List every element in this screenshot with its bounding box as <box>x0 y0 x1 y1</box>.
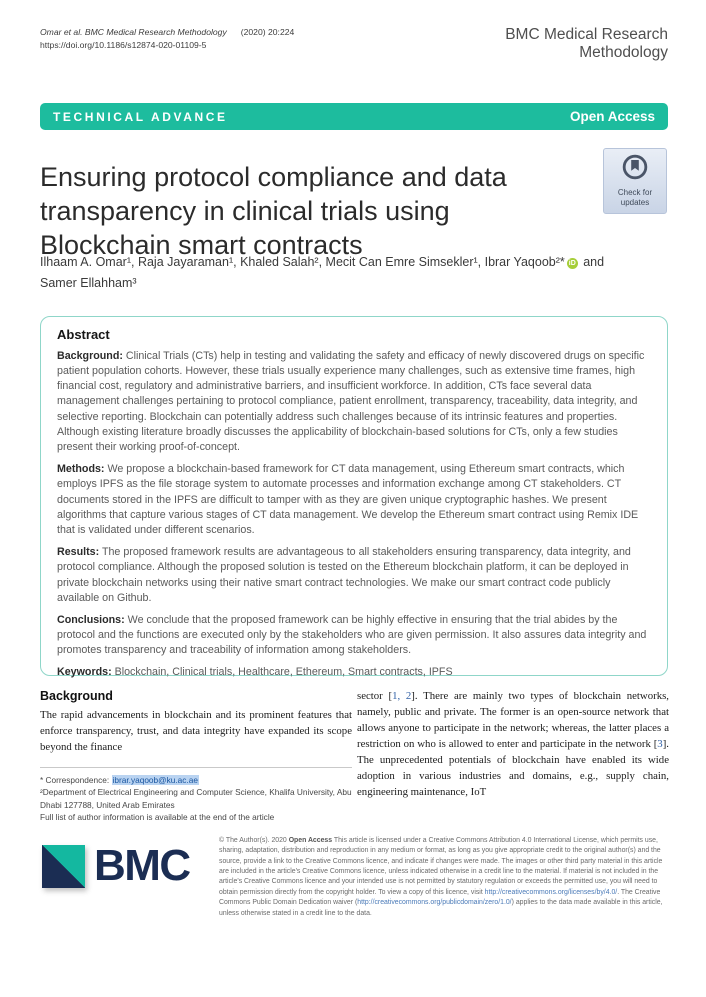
author-info-note: Full list of author information is available at the end of the article <box>40 812 275 823</box>
abstract-heading: Abstract <box>57 327 110 342</box>
check-updates-label-line1: Check for <box>617 188 653 197</box>
correspondence-line <box>40 774 352 786</box>
bmc-logo-icon <box>42 845 85 888</box>
abstract-methods-label: Methods: <box>57 463 105 476</box>
abstract-conclusions-text: We conclude that the proposed framework can be highly effective in ensuring that the trial abides by the protocol and the functions are executed only by the stakeholders who are given permission. It also assures data integrity and promotes transparency and traceability of information among stakeholders. <box>57 613 647 657</box>
citation-block <box>40 26 294 63</box>
citation-volume: (2020) 20:224 <box>240 27 295 37</box>
orcid-icon[interactable]: iD <box>568 260 576 267</box>
body-paragraph-right <box>357 689 669 801</box>
affiliation-line: ²Department of Electrical Engineering and Computer Science, Khalifa University, Abu Dhabi 127788, United Arab Emirates <box>40 787 352 810</box>
abstract-keywords-label: Keywords: <box>57 666 112 679</box>
authors-and: and <box>579 255 605 269</box>
abstract-keywords-text: Blockchain, Clinical trials, Healthcare, Ethereum, Smart contracts, IPFS <box>111 666 453 679</box>
author-list <box>40 252 660 293</box>
license-link[interactable]: http://creativecommons.org/licenses/by/4.0/ <box>484 888 618 896</box>
check-updates-icon <box>622 154 648 185</box>
abstract-background-text: Clinical Trials (CTs) help in testing and validating the safety and efficacy of newly discovered drugs on specific patient population cohorts. However, these trials usually experience many challenges, such as extensive time frames, high financial cost, regulatory and administrative barriers, and insufficient workforce. In addition, CTs face several data management challenges pertaining to protocol compliance, patient enrollment, transparency, traceability, data integrity, and selective reporting. Blockchain can potentially address such challenges because of its intrinsic features and properties. Although existing literature broadly discusses the applicability of blockchain-based solutions for CTs, only a few studies present their working proof-of-concept. <box>57 349 645 454</box>
abstract-conclusions-label: Conclusions: <box>57 613 125 626</box>
check-updates-label-line2: updates <box>620 198 650 207</box>
bmc-logo-text: BMC <box>94 841 190 890</box>
page-header <box>40 26 668 63</box>
body-right-pre: sector [ <box>357 690 393 702</box>
citation-text: Omar et al. BMC Medical Research Methodology <box>40 27 227 37</box>
article-type-label: TECHNICAL ADVANCE <box>53 109 228 124</box>
abstract-conclusions <box>57 613 651 659</box>
footnote-divider <box>40 767 352 768</box>
abstract-results <box>57 545 651 606</box>
page-title: Ensuring protocol compliance and data transparency in clinical trials using Blockchain smart contracts <box>40 162 507 261</box>
correspondence-label: * Correspondence: <box>40 775 112 785</box>
reference-link-3[interactable]: 3 <box>657 737 663 750</box>
copyright-post: ) applies to the data made available in this article, unless otherwise stated in a credit line to the data. <box>219 899 663 917</box>
authors-text: Ilhaam A. Omar¹, Raja Jayaraman¹, Khaled Salah², Mecit Can Emre Simsekler¹, Ibrar Yaqoob²* <box>40 255 565 269</box>
abstract-results-text: The proposed framework results are advantageous to all stakeholders ensuring transparency, data integrity, and protocol compliance. Although the proposed solution is tested on the Ethereum blockchain platform, it can be deployed in private blockchain networks using their native smart contract technologies. We make our smart contract code publicly available on Github. <box>57 546 631 604</box>
abstract-methods-text: We propose a blockchain-based framework for CT data management, using Ethereum smart contracts, which employs IPFS as the file storage system to automate processes and information exchange among CT stakeholders. CT documents stored in the IPFS are difficult to tamper with as they are given unique cryptographic hashes. We present algorithms that capture various stages of CT data management. We develop the Ethereum smart contract using Remix IDE that is validated under different scenarios. <box>57 463 639 537</box>
check-updates-label <box>618 188 652 208</box>
abstract-background <box>57 349 651 456</box>
doi-text: https://doi.org/10.1186/s12874-020-01109-5 <box>40 40 207 51</box>
copyright-open-access: Open Access <box>288 837 333 844</box>
section-heading-background: Background <box>40 689 113 703</box>
body-column-left <box>40 689 352 756</box>
correspondence-email-link[interactable]: ibrar.yaqoob@ku.ac.ae <box>112 775 198 785</box>
journal-name <box>505 26 668 63</box>
footnote-block <box>40 767 352 824</box>
abstract-keywords <box>57 665 651 680</box>
copyright-mid: . The Creative Commons Public Domain Dedication waiver ( <box>219 888 661 907</box>
body-paragraph-left: The rapid advancements in blockchain and its prominent features that enforce transparency, trust, and data integrity have expanded its scope beyond the finance <box>40 709 352 753</box>
authors-text-line2: Samer Ellahham³ <box>40 275 137 290</box>
body-right-mid: ]. There are mainly two types of blockchain networks, namely, public and private. The former is an open-source network that allows anyone to participate in the network; whereas, the latter places a restriction on who is allowed to enter and participate in the network [ <box>357 690 669 750</box>
copyright-notice <box>219 836 671 919</box>
open-access-label: Open Access <box>569 109 655 124</box>
abstract-background-label: Background: <box>57 349 123 362</box>
journal-name-line1: BMC Medical Research <box>505 26 668 43</box>
abstract-methods <box>57 462 651 538</box>
check-for-updates-button[interactable] <box>603 148 667 214</box>
abstract-box <box>40 316 668 679</box>
waiver-link[interactable]: http://creativecommons.org/publicdomain/zero/1.0/ <box>357 899 512 907</box>
reference-link-1-2[interactable]: 1, 2 <box>392 690 412 702</box>
journal-name-line2: Methodology <box>579 44 668 62</box>
copyright-pre: © The Author(s). 2020 <box>219 837 289 844</box>
body-right-post: ]. The unprecedented potentials of blockchain have enabled its wide adoption in various industries and domains, e.g., supply chain, engineering maintenance, IoT <box>357 737 669 798</box>
copyright-body: This article is licensed under a Creative Commons Attribution 4.0 International License, which permits use, sharing, adaptation, distribution and reproduction in any medium or format, as long as you give appropriate credit to the original author(s) and the source, provide a link to the Creative Commons licence, and indicate if changes were made. The images or other third party material in this article are included in the article's Creative Commons licence, unless indicated otherwise in a credit line to the material. If material is not included in the article's Creative Commons licence and your intended use is not permitted by statutory regulation or exceeds the permitted use, you will need to obtain permission directly from the copyright holder. To view a copy of this licence, visit <box>219 837 663 896</box>
bmc-logo <box>42 841 190 890</box>
article-type-banner <box>40 103 668 130</box>
abstract-results-label: Results: <box>57 546 100 559</box>
body-column-right <box>357 689 669 801</box>
